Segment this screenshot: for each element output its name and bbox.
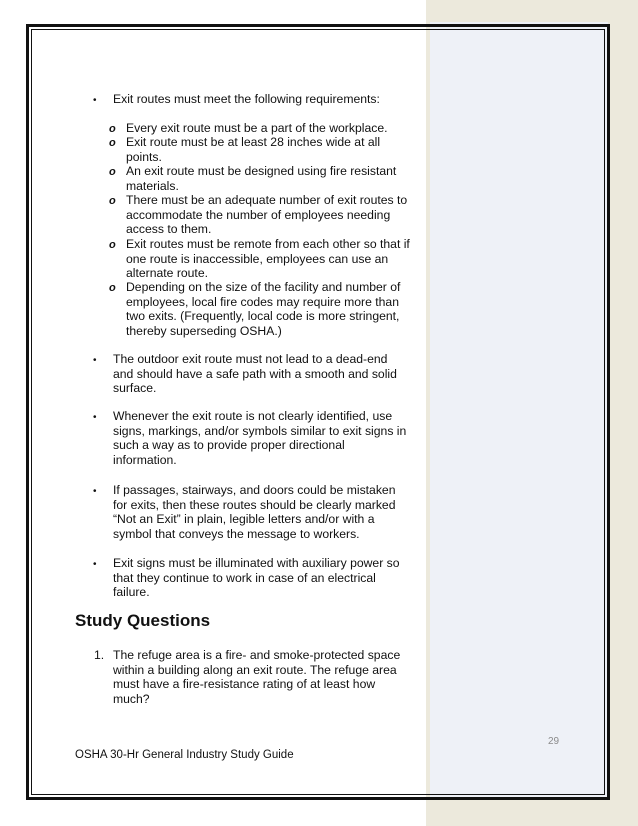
sub-item-line: two exits. (Frequently, local code is more stringent, <box>126 309 400 324</box>
bullet-text-line: If passages, stairways, and doors could be mistaken <box>113 483 396 497</box>
bullet-text-line: and should have a safe path with a smooth and solid <box>113 366 397 381</box>
sub-item-line: employees, local fire codes may require more than <box>126 294 399 309</box>
sub-item-line: points. <box>126 149 162 164</box>
sub-item-line: Every exit route must be a part of the workplace. <box>126 121 388 135</box>
sub-item-line: There must be an adequate number of exit routes to <box>126 193 408 207</box>
bullet-text-line: “Not an Exit” in plain, legible letters and/or with a <box>113 512 375 527</box>
sub-item-line: materials. <box>126 178 179 193</box>
bullet-text-line: Whenever the exit route is not clearly identified, use <box>113 409 393 423</box>
question-text-line: The refuge area is a fire- and smoke-protected space <box>113 648 401 662</box>
bullet-text-line: failure. <box>113 585 150 600</box>
sub-item-line: Depending on the size of the facility and number of <box>126 280 401 294</box>
sub-item-marker: o <box>109 166 116 178</box>
bullet-marker: • <box>93 95 97 106</box>
question-text-line: within a building along an exit route. The refuge area <box>113 662 397 677</box>
question-text-line: must have a fire-resistance rating of at least how <box>113 677 376 692</box>
bullet-text-line: that they continue to work in case of an electrical <box>113 570 376 585</box>
sub-item-line: thereby superseding OSHA.) <box>126 323 282 338</box>
bullet-marker: • <box>93 355 97 366</box>
sub-item-line: access to them. <box>126 222 212 237</box>
question-number: 1. <box>94 648 105 662</box>
bullet-text-line: for exits, then these routes should be clearly marked <box>113 497 396 512</box>
bullet-text-exit-requirements: Exit routes must meet the following requirements: <box>113 92 380 106</box>
sub-item-marker: o <box>109 123 116 135</box>
bullet-marker: • <box>93 486 97 497</box>
sub-item-line: alternate route. <box>126 266 208 281</box>
sub-item-marker: o <box>109 239 116 251</box>
bullet-text-line: such a way as to provide proper directional <box>113 438 345 453</box>
footer-text: OSHA 30-Hr General Industry Study Guide <box>75 749 294 761</box>
sub-item-line: Exit routes must be remote from each other so that if <box>126 237 410 251</box>
page-number: 29 <box>548 736 560 747</box>
bullet-marker: • <box>93 559 97 570</box>
sub-item-line: accommodate the number of employees needing <box>126 207 391 222</box>
bullet-text-line: Exit signs must be illuminated with auxiliary power so <box>113 556 400 570</box>
study-questions-heading: Study Questions <box>75 611 211 630</box>
sub-item-line: Exit route must be at least 28 inches wide at all <box>126 135 381 149</box>
sub-item-marker: o <box>109 282 116 294</box>
sub-item-line: one route is inaccessible, employees can use an <box>126 251 389 266</box>
sub-item-marker: o <box>109 195 116 207</box>
sub-item-line: An exit route must be designed using fire resistant <box>126 164 397 178</box>
bullet-marker: • <box>93 412 97 423</box>
bullet-text-line: The outdoor exit route must not lead to a dead-end <box>113 352 388 366</box>
sub-item-marker: o <box>109 137 116 149</box>
bullet-text-line: signs, markings, and/or symbols similar to exit signs in <box>113 423 407 438</box>
question-text-line: much? <box>113 691 150 706</box>
bullet-text-line: surface. <box>113 381 157 396</box>
bullet-text-line: information. <box>113 452 177 467</box>
bullet-text-line: symbol that conveys the message to workers. <box>113 526 360 541</box>
